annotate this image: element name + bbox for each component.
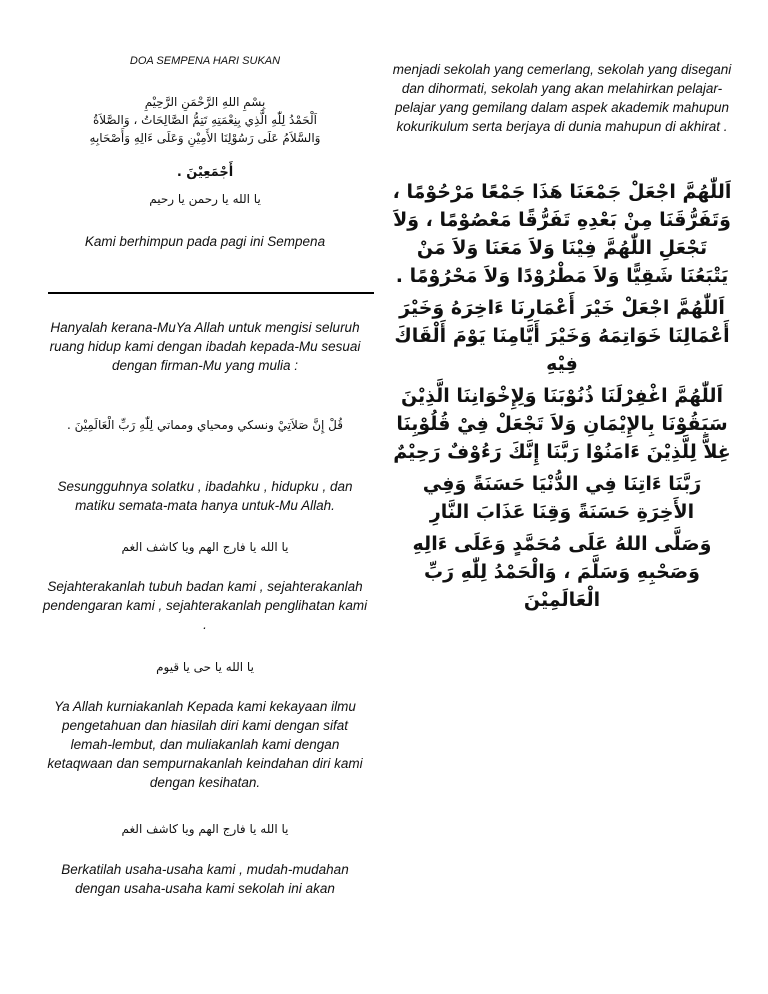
invocation-4: يا الله يا فارج الهم ويا كاشف الغم <box>121 822 289 836</box>
paragraph-2: Hanyalah kerana-MuYa Allah untuk mengisi seluruh ruang hidup kami dengan ibadah kepada-Mu sesuai dengan firman-Mu yang mulia : <box>49 320 361 373</box>
invocation-3: يا الله يا حى يا قيوم <box>156 660 254 674</box>
dua-4: رَبَّنَا ءَاتِنَا فِي الدُّنْيَا حَسَنَةً وَفِي الأَخِرَةِ حَسَنَةً وَقِنَا عَذَابَ النَّارِ <box>422 473 702 523</box>
arabic-line: وَالسَّلاَمُ عَلَى رَسُوْلِنَا الأَمِيْنِ وَعَلَى ءَالِهِ وَأَصْحَابِهِ <box>89 131 321 145</box>
verse-quote: قُلْ إِنَّ صَلاَتِيْ ونسكي ومحياي ومماتي لِلّٰهِ رَبِّ الْعَالَمِيْنَ . <box>66 418 343 432</box>
dua-5: وَصَلَّى اللهُ عَلَى مُحَمَّدٍ وَعَلَى ءَالِهِ وَصَحْبِهِ وَسَلَّمَ ، وَالْحَمْدُ لِلّٰهِ رَبِّ الْعَالَمِيْنَ <box>412 533 712 611</box>
paragraph-5: Ya Allah kurniakanlah Kepada kami kekayaan ilmu pengetahuan dan hiasilah diri kami dengan sifat lemah-lembut, dan muliakanlah kami dengan ketaqwaan dan sempurnakanlah keindahan diri kami dengan kesihatan. <box>47 699 363 790</box>
paragraph-6: Berkatilah usaha-usaha kami , mudah-mudahan dengan usaha-usaha kami sekolah ini akan <box>61 862 349 896</box>
document-title: DOA SEMPENA HARI SUKAN <box>129 55 281 67</box>
paragraph-1: Kami berhimpun pada pagi ini Sempena <box>84 234 326 249</box>
dua-1: اَللّٰهُمَّ اجْعَلْ جَمْعَنَا هَذَا جَمْعًا مَرْحُوْمًا ، وَتَفَرُّقَنَا مِنْ بَعْدِهِ تَفَرُّقًا مَعْصُوْمًا ، وَلاَ تَجْعَلِ اللّٰهُمَّ فِيْنَا وَلاَ مَعَنَا وَلاَ مَنْ يَتْبَعُنَا شَقِيًّا وَلاَ مَطْرُوْدًا وَلاَ مَحْرُوْمًا . <box>392 181 732 287</box>
dua-3: اَللّٰهُمَّ اغْفِرْلَنَا ذُنُوْبَنَا وَلِإِخْوَانِنَا الَّذِيْنَ سَبَقُوْنَا بِالإِيْمَانِ وَلاَ تَجْعَلْ فِيْ قُلُوْبِنَا غِلاًّ لِلَّذِيْنَ ءَامَنُوْا رَبَّنَا إِنَّكَ رَءُوْفٌ رَحِيْمٌ <box>393 385 731 463</box>
paragraph-continued: menjadi sekolah yang cemerlang, sekolah yang disegani dan dihormati, sekolah yang akan melahirkan pelajar-pelajar yang gemilang dalam aspek akademik mahupun kokurikulum serta berjaya di dunia mahupun di akhirat . <box>392 62 732 134</box>
bismillah-block <box>40 93 370 147</box>
paragraph-3: Sesungguhnya solatku , ibadahku , hidupku , dan matiku semata-mata hanya untuk-Mu Allah. <box>57 479 353 513</box>
arabic-line: اَلْحَمْدُ لِلّٰهِ الَّذِي بِنِعْمَتِهِ تَتِمُّ الصَّالِحَاتُ ، وَالصَّلاَةُ <box>92 113 318 127</box>
invocation-2: يا الله يا فارج الهم ويا كاشف الغم <box>121 540 289 554</box>
invocation-1: يا الله يا رحمن يا رحيم <box>149 192 261 206</box>
divider <box>48 292 374 294</box>
dua-2: اَللّٰهُمَّ اجْعَلْ خَيْرَ أَعْمَارِنَا ءَاخِرَهُ وَخَيْرَ أَعْمَالِنَا خَوَاتِمَهُ وَخَيْرَ أَيَّامِنَا يَوْمَ أَلْقَاكَ فِيْهِ <box>394 297 730 375</box>
bismillah-end: أَجْمَعِيْنَ . <box>176 165 234 180</box>
paragraph-4: Sejahterakanlah tubuh badan kami , sejahterakanlah pendengaran kami , sejahterakanlah penglihatan kami . <box>42 579 368 632</box>
arabic-line: بِسْمِ اللهِ الرَّحْمَنِ الرَّحِيْمِ <box>144 95 266 109</box>
